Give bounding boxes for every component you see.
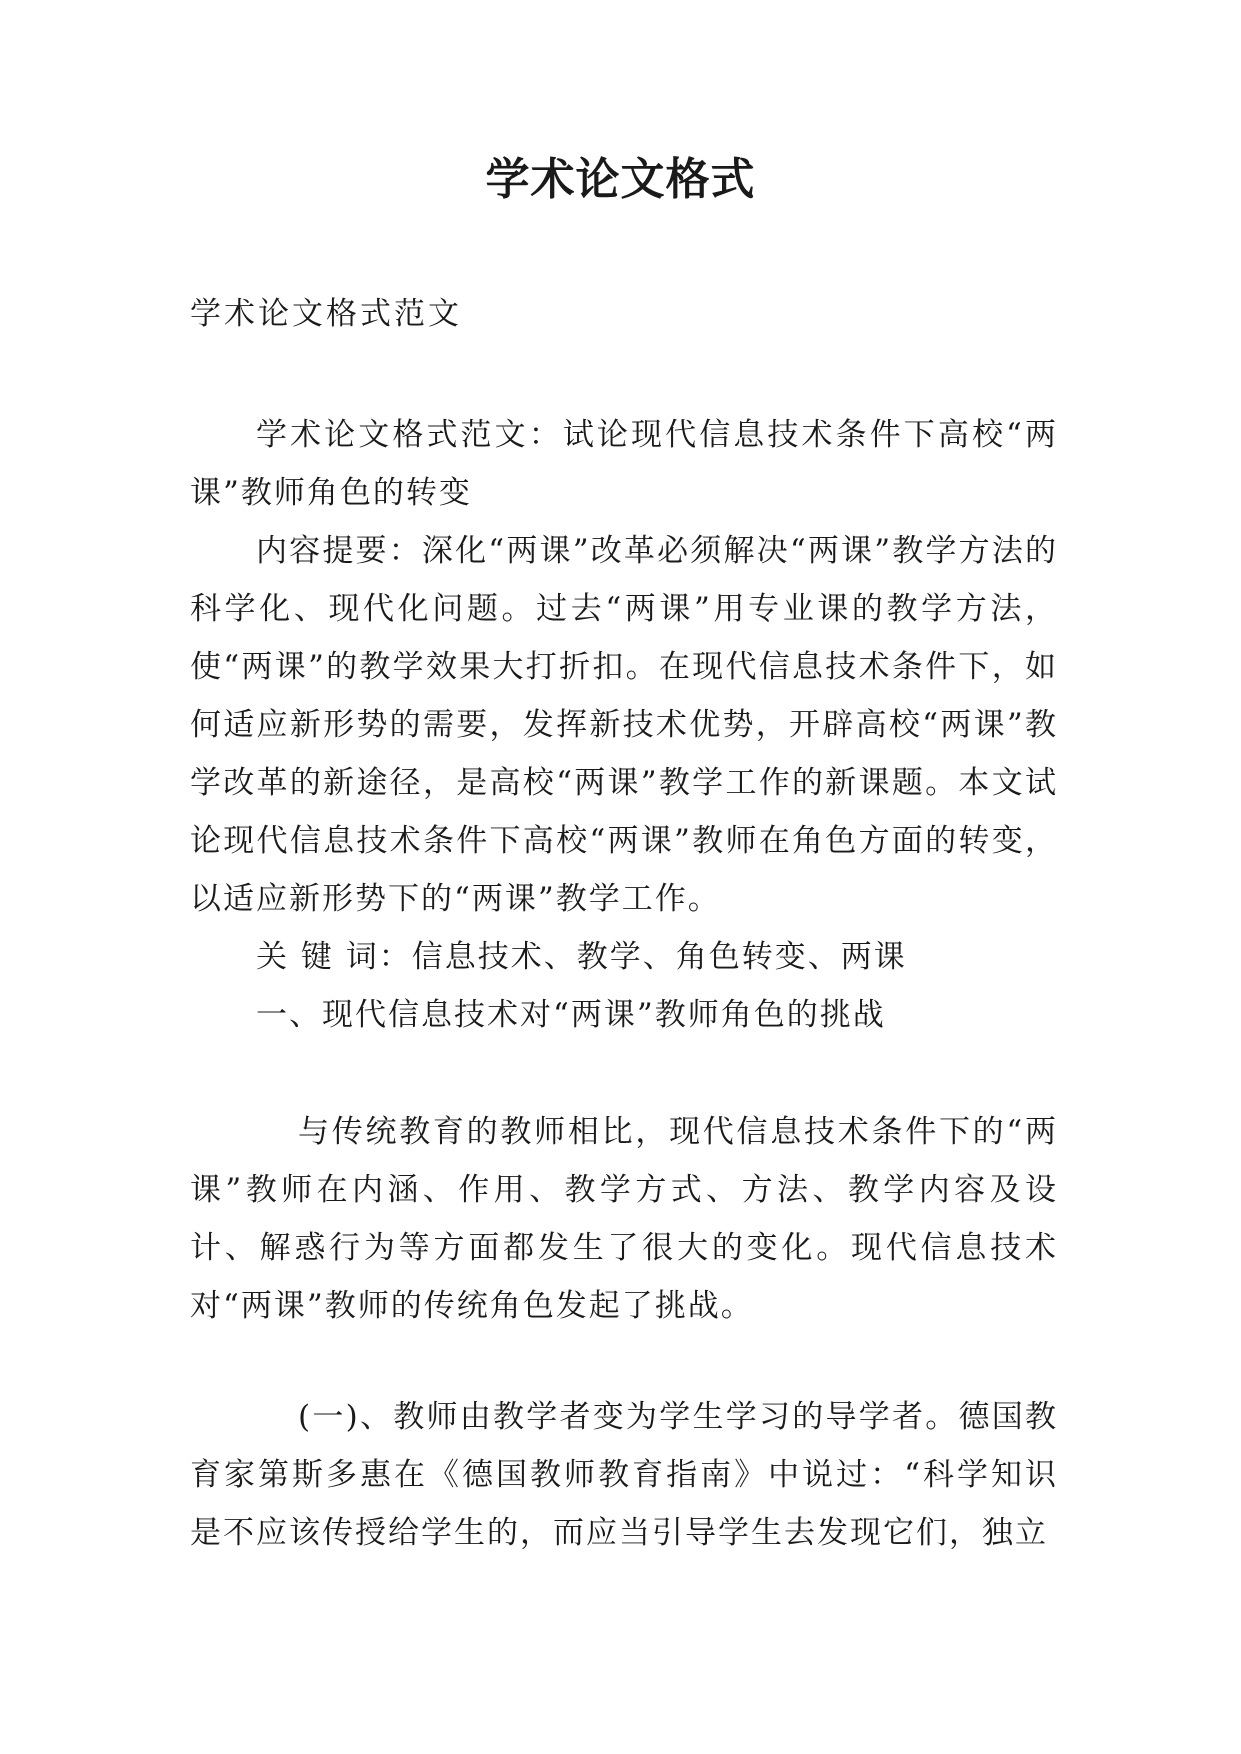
body-paragraph-one: 与传统教育的教师相比，现代信息技术条件下的“两课”教师在内涵、作用、教学方式、方法、教学内容及设计、解惑行为等方面都发生了很大的变化。现代信息技术对“两课”教师的传统角色发起了挑战。: [190, 1114, 1058, 1324]
section-heading-one: 一、现代信息技术对“两课”教师角色的挑战: [256, 997, 886, 1033]
intro-section: [190, 406, 1058, 1044]
body-section-one: [190, 1103, 1058, 1335]
abstract-paragraph: 内容提要：深化“两课”改革必须解决“两课”教学方法的科学化、现代化问题。过去“两课”用专业课的教学方法，使“两课”的教学效果大打折扣。在现代信息技术条件下，如何适应新形势的需要，发挥新技术优势，开辟高校“两课”教学改革的新途径，是高校“两课”教学工作的新课题。本文试论现代信息技术条件下高校“两课”教师在角色方面的转变，以适应新形势下的“两课”教学工作。: [190, 533, 1058, 917]
keywords-paragraph: 关 键 词：信息技术、教学、角色转变、两课: [256, 939, 907, 975]
body-paragraph-two: (一)、教师由教学者变为学生学习的导学者。德国教育家第斯多惠在《德国教师教育指南》中说过：“科学知识是不应该传授给学生的，而应当引导学生去发现它们，独立: [190, 1399, 1058, 1551]
body-section-two: [190, 1388, 1058, 1562]
document-subtitle: 学术论文格式范文: [190, 296, 462, 332]
article-heading-paragraph: 学术论文格式范文：试论现代信息技术条件下高校“两课”教师角色的转变: [190, 417, 1058, 511]
document-title: 学术论文格式: [485, 154, 756, 205]
